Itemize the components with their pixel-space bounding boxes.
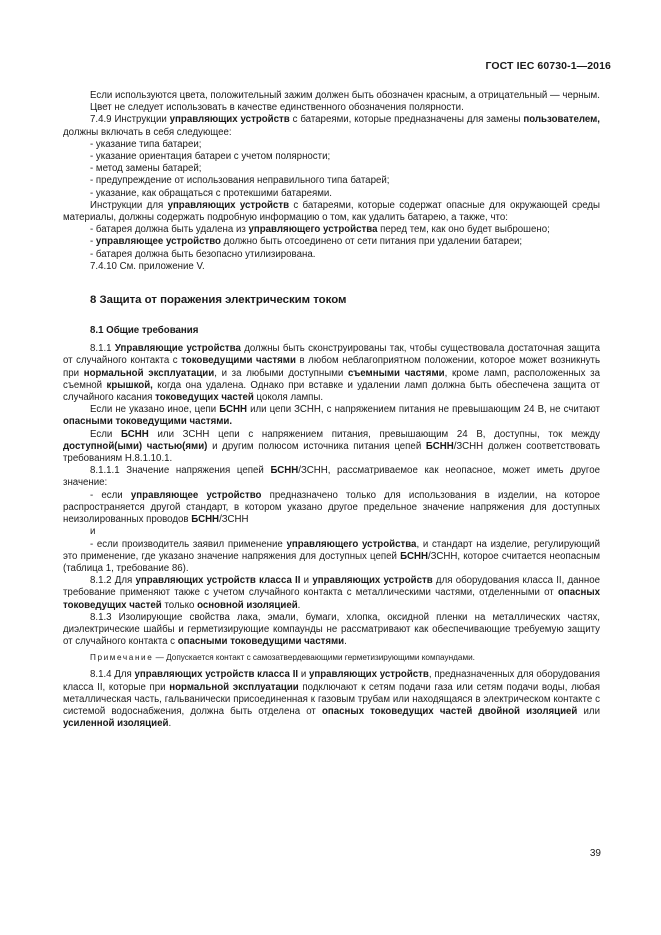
term-bold: усиленной изоляцией <box>63 718 169 730</box>
term-bold: токоведущих частей <box>155 392 254 404</box>
text-run: Инструкции для <box>90 199 168 211</box>
term-bold: БСНН <box>219 404 248 416</box>
text-run: , кроме ламп, расположенных за съемной <box>63 367 600 391</box>
text-run: или ЗСНН цепи с напряжением питания, превышающим 24 В, доступны, ток между <box>148 428 600 440</box>
text-run: и <box>298 669 309 681</box>
paragraph <box>63 404 600 428</box>
subsection-heading <box>63 325 600 337</box>
term-bold: токоведущими частями <box>181 355 296 367</box>
text-run: если <box>101 489 131 501</box>
text-run: должны быть сконструированы так, чтобы существовала достаточная защита от случайного контакта с <box>63 343 600 367</box>
list-item <box>63 151 600 163</box>
text-run: когда она удалена. Однако при вставке и удалении ламп должна быть обеспечена защита от случайного касания <box>63 379 600 404</box>
text-run: или <box>577 705 600 717</box>
document-body <box>63 90 600 730</box>
paragraph <box>63 102 600 114</box>
text-run: Если <box>90 428 121 440</box>
text-run: 8 Защита от поражения электрическим током <box>90 294 347 307</box>
term-bold: БСНН <box>120 428 149 440</box>
text-run: /ЗСНН должен соответствовать требованиям Н.8.1.10.1. <box>63 440 600 465</box>
text-run: , и за любыми доступными <box>214 367 348 379</box>
text-run: предназначено только для использования в изделии, на которое распространяется другой стандарт, в котором указано другое предельное значение напряжения для доступных неизолированных проводов <box>63 489 600 526</box>
term-bold: пользователем, <box>523 114 600 126</box>
term-bold: БСНН <box>425 440 454 452</box>
term-bold: опасными токоведущими частями. <box>63 416 233 428</box>
paragraph <box>63 90 600 102</box>
term-bold: управляющих устройств <box>167 199 290 211</box>
text-run: . <box>297 599 301 611</box>
paragraph <box>63 575 600 612</box>
text-run: 8.1 Общие требования <box>90 325 199 337</box>
list-item <box>63 224 600 236</box>
text-run: и <box>90 526 96 538</box>
text-run: указание, как обращаться с протекшими батареями. <box>95 187 332 199</box>
note-paragraph <box>63 652 600 663</box>
list-item <box>63 175 600 187</box>
list-item <box>63 163 600 175</box>
paragraph <box>63 261 600 273</box>
paragraph <box>63 465 600 489</box>
text-run: или цепи ЗСНН, с напряжением питания не превышающим 24 В, не считают <box>247 404 600 416</box>
text-run: /ЗСНН, которое считается неопасным (таблица 1, требование 86). <box>63 550 600 574</box>
text-run: 8.1.2 Для <box>90 575 136 587</box>
text-run: , и стандарт на изделие, регулирующий это применение, где указано значение напряжения для доступных цепей <box>63 538 600 562</box>
text-run: цоколя лампы. <box>253 392 324 404</box>
term-bold: крышкой, <box>106 379 153 391</box>
text-run: Цвет не следует использовать в качестве единственного обозначения полярности. <box>90 102 464 114</box>
text-run: 7.4.10 См. приложение V. <box>90 260 205 272</box>
term-bold: нормальной эксплуатации <box>83 367 215 379</box>
paragraph <box>63 526 600 538</box>
text-run: Если используются цвета, положительный зажим должен быть обозначен красным, а отрицательный — черным. <box>90 90 600 101</box>
text-run: с батареями, которые содержат опасные для окружающей среды материалы, должны содержать подробную информацию о том, как удалить батарею, а также, что: <box>63 199 600 224</box>
term-bold: управляющих устройств <box>169 114 290 126</box>
term-bold: управляющих устройств <box>312 575 433 587</box>
term-bold: БСНН <box>191 514 220 526</box>
text-run: батарея должна быть удалена из <box>95 224 249 236</box>
page-number: 39 <box>589 848 601 859</box>
term-bold: съемными частями <box>347 367 445 379</box>
term-bold: управляющее устройство <box>95 236 221 248</box>
term-bold: БСНН <box>270 465 299 477</box>
text-run: /ЗСНН <box>219 514 249 526</box>
text-run: . <box>344 636 347 648</box>
text-run: перед тем, как оно будет выброшено; <box>377 224 550 236</box>
list-item <box>63 249 600 261</box>
term-bold: управляющего устройства <box>248 224 378 236</box>
text-run: должны включать в себя следующее: <box>63 126 232 138</box>
term-bold: опасных токоведущих частей <box>63 587 600 611</box>
text-run: . <box>168 718 172 730</box>
text-run: только <box>161 599 198 611</box>
paragraph <box>63 343 600 404</box>
paragraph <box>63 669 600 730</box>
term-bold: управляющих устройств класса II <box>135 575 301 587</box>
standard-header: ГОСТ IEC 60730-1—2016 <box>485 60 611 72</box>
text-run: батарея должна быть безопасно утилизирована. <box>95 248 316 260</box>
text-run: 8.1.4 Для <box>90 669 135 681</box>
text-run: указание типа батареи; <box>95 138 202 150</box>
text-run: 8.1.1 <box>90 343 115 355</box>
note-label: Примечание <box>90 653 154 663</box>
text-run: , предназначенных для оборудования класса II, которые при <box>63 669 600 693</box>
list-item <box>63 236 600 248</box>
text-run: — Допускается контакт с самозатвердевающими герметизирующими компаундами. <box>153 653 475 663</box>
term-bold: управляющих устройств класса II <box>134 669 299 681</box>
text-run: если производитель заявил применение <box>96 538 287 550</box>
text-run: 8.1.3 Изолирующие свойства лака, эмали, бумаги, хлопка, оксидной пленки на металлических частях, диэлектрические шайбы и герметизирующие компаунды не рассматривают как обеспечивающие требуемую защиту от случайного контакта с <box>63 611 600 648</box>
text-run: подключают к сетям подачи газа или сетям подачи воды, любая металлическая часть, гальванически присоединенная к газовым трубам или находящаяся в электрическом контакте с системой водоснабжения, должна быть отделена от <box>63 681 601 717</box>
paragraph <box>63 200 600 224</box>
term-bold: нормальной эксплуатации <box>169 681 299 693</box>
text-run: для оборудования класса II, данное требование применяют также с учетом случайного контакта с металлическими частями, отделенными от <box>63 575 601 599</box>
term-bold: доступной(ыми) частью(ями) <box>63 440 208 452</box>
text-run: указание ориентация батареи с учетом полярности; <box>95 151 331 163</box>
list-item <box>63 139 600 151</box>
text-run: /ЗСНН, рассматриваемое как неопасное, может иметь другое значение: <box>63 465 600 489</box>
term-bold: Управляющие устройства <box>114 343 241 355</box>
term-bold: управляющего устройства <box>286 538 417 550</box>
paragraph <box>63 114 600 138</box>
text-run: должно быть отсоединено от сети питания при удалении батареи; <box>220 236 523 248</box>
text-run: в любом неблагоприятном положении, которое может возникнуть при <box>63 355 600 379</box>
section-heading <box>63 293 600 307</box>
term-bold: опасных токоведущих частей двойной изоляцией <box>321 705 578 717</box>
term-bold: управляющих устройств <box>309 669 429 681</box>
text-run: метод замены батарей; <box>95 163 202 175</box>
text-run: 8.1.1.1 Значение напряжения цепей <box>90 465 271 477</box>
term-bold: управляющее устройство <box>130 489 262 501</box>
text-run: предупреждение от использования неправильного типа батарей; <box>95 175 390 187</box>
paragraph <box>63 429 600 466</box>
paragraph <box>63 612 600 649</box>
text-run: и <box>300 575 313 587</box>
term-bold: БСНН <box>400 550 428 562</box>
text-run: и другим полюсом источника питания цепей <box>207 440 426 452</box>
text-run: с батареями, которые предназначены для замены <box>289 114 524 126</box>
term-bold: опасными токоведущими частями <box>177 636 345 648</box>
term-bold: основной изоляцией <box>197 599 298 611</box>
list-item <box>63 188 600 200</box>
text-run: 7.4.9 Инструкции <box>90 114 170 126</box>
list-item <box>63 490 600 527</box>
text-run: Если не указано иное, цепи <box>90 404 220 416</box>
list-item <box>63 539 600 576</box>
